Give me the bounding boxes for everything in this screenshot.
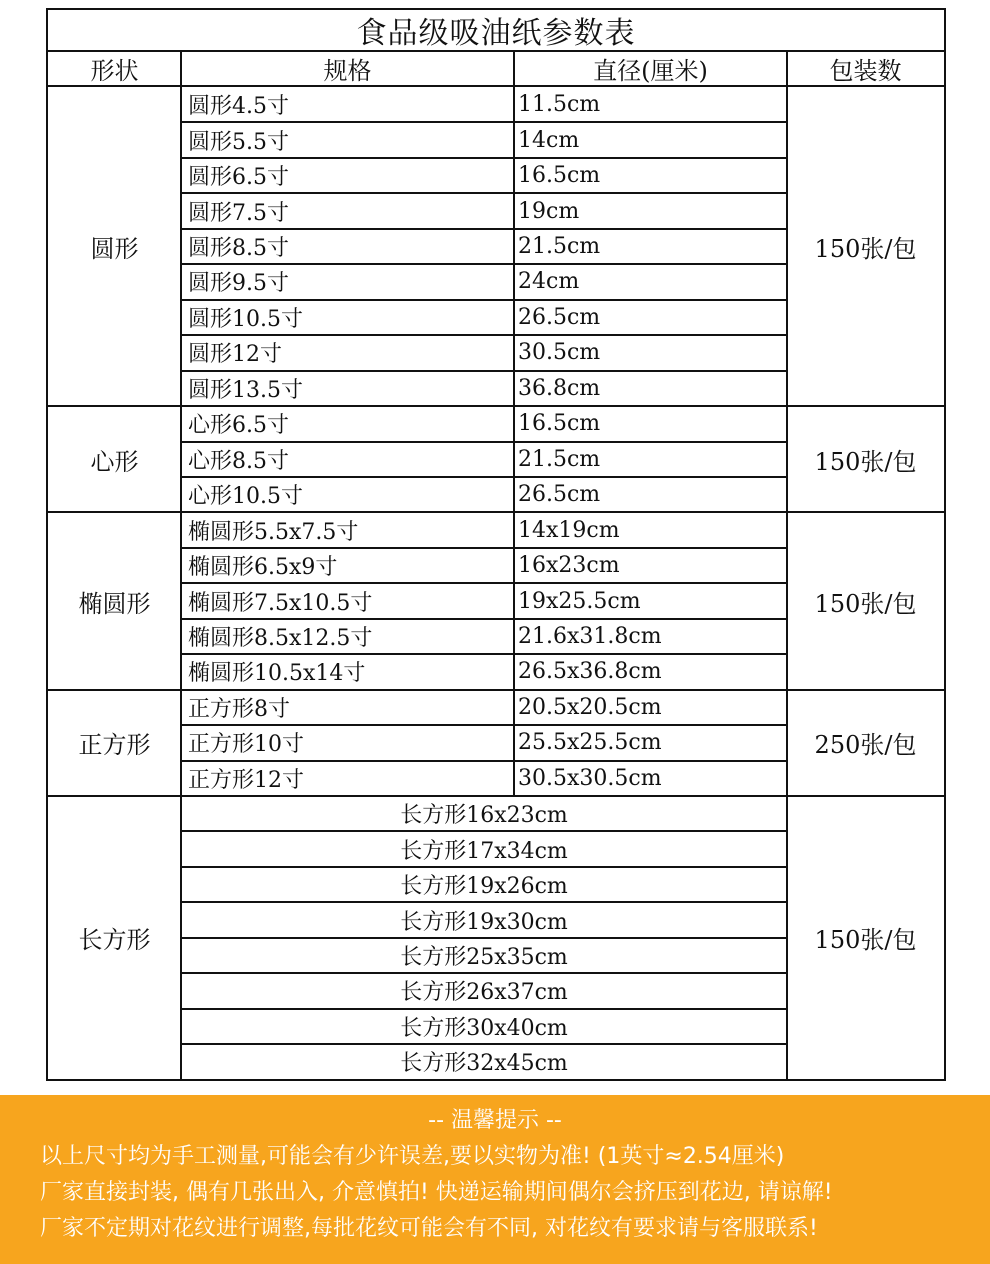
shape-label: 心形 (90, 447, 139, 476)
column-divider (513, 690, 515, 796)
diameter-cell: 14cm (518, 127, 580, 153)
table-header-row (48, 52, 944, 87)
shape-label: 长方形 (78, 926, 151, 955)
spec-cell: 正方形10寸 (188, 732, 304, 758)
spec-cell: 圆形7.5寸 (188, 200, 289, 226)
spec-cell: 长方形17x34cm (400, 838, 568, 864)
diameter-cell: 30.5cm (518, 340, 601, 366)
diameter-cell: 30.5x30.5cm (518, 765, 662, 791)
column-divider (513, 512, 515, 689)
notice-line: 厂家不定期对花纹进行调整,每批花纹可能会有不同, 对花纹有要求请与客服联系! (40, 1216, 818, 1241)
diameter-cell: 21.5cm (518, 234, 601, 260)
spec-cell: 圆形6.5寸 (188, 165, 289, 191)
diameter-cell: 20.5x20.5cm (518, 694, 662, 720)
spec-cell: 圆形4.5寸 (188, 94, 289, 120)
spec-cell: 长方形32x45cm (400, 1051, 568, 1077)
diameter-cell: 26.5x36.8cm (518, 659, 662, 685)
column-divider (513, 87, 515, 406)
diameter-cell: 11.5cm (518, 92, 601, 118)
spec-cell: 长方形19x30cm (400, 909, 568, 935)
column-divider (786, 52, 788, 1079)
shape-label: 椭圆形 (78, 589, 151, 618)
spec-cell: 长方形16x23cm (400, 803, 568, 829)
spec-cell: 心形8.5寸 (188, 448, 289, 474)
spec-cell: 椭圆形7.5x10.5寸 (188, 590, 373, 616)
parameter-table (46, 8, 946, 1081)
pack-count: 150张/包 (814, 447, 917, 476)
notice-title: -- 温馨提示 -- (428, 1108, 562, 1133)
diameter-cell: 21.6x31.8cm (518, 623, 662, 649)
spec-cell: 圆形13.5寸 (188, 377, 303, 403)
spec-cell: 椭圆形8.5x12.5寸 (188, 625, 373, 651)
spec-cell: 心形10.5寸 (188, 484, 303, 510)
spec-cell: 长方形19x26cm (400, 874, 568, 900)
notice-banner (0, 1095, 990, 1264)
pack-count: 150张/包 (814, 235, 917, 264)
column-divider (180, 52, 182, 1079)
header-diameter: 直径(厘米) (593, 57, 708, 85)
column-divider (513, 52, 515, 87)
spec-cell: 圆形9.5寸 (188, 271, 289, 297)
spec-cell: 心形6.5寸 (188, 413, 289, 439)
spec-cell: 圆形5.5寸 (188, 129, 289, 155)
pack-count: 250张/包 (814, 731, 917, 760)
diameter-cell: 36.8cm (518, 375, 601, 401)
spec-cell: 正方形12寸 (188, 767, 304, 793)
table-title: 食品级吸油纸参数表 (48, 10, 944, 52)
notice-line: 以上尺寸均为手工测量,可能会有少许误差,要以实物为准! (1英寸≈2.54厘米) (40, 1144, 785, 1169)
diameter-cell: 24cm (518, 269, 580, 295)
diameter-cell: 25.5x25.5cm (518, 730, 662, 756)
diameter-cell: 16x23cm (518, 553, 620, 579)
spec-cell: 长方形25x35cm (400, 945, 568, 971)
diameter-cell: 26.5cm (518, 482, 601, 508)
diameter-cell: 21.5cm (518, 446, 601, 472)
column-divider (513, 406, 515, 512)
spec-cell: 长方形26x37cm (400, 980, 568, 1006)
spec-cell: 圆形12寸 (188, 342, 282, 368)
spec-cell: 椭圆形6.5x9寸 (188, 555, 338, 581)
spec-cell: 长方形30x40cm (400, 1015, 568, 1041)
spec-cell: 圆形10.5寸 (188, 306, 303, 332)
diameter-cell: 14x19cm (518, 517, 620, 543)
diameter-cell: 19cm (518, 198, 580, 224)
notice-line: 厂家直接封装, 偶有几张出入, 介意慎拍! 快递运输期间偶尔会挤压到花边, 请谅解! (40, 1180, 833, 1205)
spec-cell: 椭圆形5.5x7.5寸 (188, 519, 359, 545)
shape-label: 圆形 (90, 235, 139, 264)
spec-cell: 椭圆形10.5x14寸 (188, 661, 366, 687)
header-spec: 规格 (323, 57, 372, 85)
spec-cell: 正方形8寸 (188, 696, 290, 722)
pack-count: 150张/包 (814, 589, 917, 618)
pack-count: 150张/包 (814, 926, 917, 955)
diameter-cell: 16.5cm (518, 411, 601, 437)
diameter-cell: 16.5cm (518, 163, 601, 189)
spec-cell: 圆形8.5寸 (188, 236, 289, 262)
header-shape: 形状 (90, 57, 139, 85)
header-pack: 包装数 (829, 57, 902, 85)
diameter-cell: 26.5cm (518, 304, 601, 330)
shape-label: 正方形 (78, 731, 151, 760)
diameter-cell: 19x25.5cm (518, 588, 641, 614)
